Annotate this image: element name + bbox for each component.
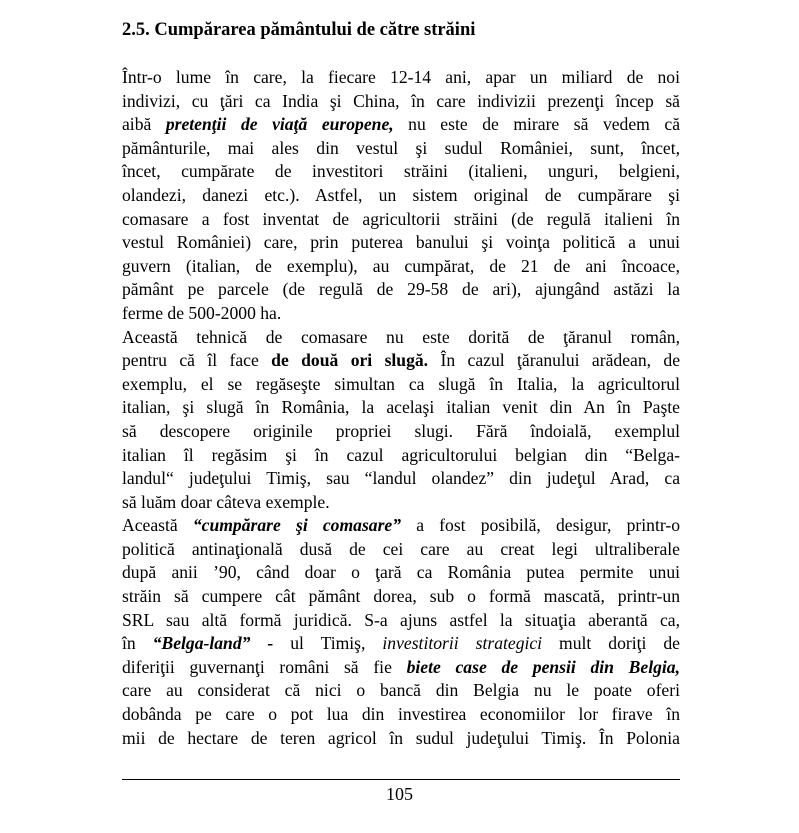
text-segment: “cumpărare şi comasare” (192, 515, 402, 536)
text-line (122, 113, 680, 137)
text-line (122, 396, 680, 420)
page-number: 105 (386, 784, 413, 804)
text-segment: care au considerat că nici o bancă din Belgia nu le poate oferi (122, 680, 680, 701)
text-segment: Această tehnică de comasare nu este dorită de ţăranul român, (122, 326, 680, 347)
text-line (122, 90, 680, 114)
section-heading: 2.5. Cumpărarea pământului de către străini (122, 20, 476, 40)
text-segment: pământ pe parcele (de regulă de 29-58 de ari), ajungând astăzi la (122, 279, 680, 300)
text-segment: În cazul ţăranului arădean, de (428, 350, 680, 371)
text-line (122, 679, 680, 703)
text-line (122, 137, 680, 161)
body-text (122, 66, 680, 750)
text-line (122, 231, 680, 255)
text-segment: străin să cumpere cât pământ dorea, sub o formă mascată, printr-un (122, 586, 680, 607)
text-segment: pretenţii de viaţă europene, (165, 114, 394, 135)
text-segment: diferiţii guvernanţi români să fie (122, 656, 407, 677)
text-line (122, 467, 680, 491)
text-segment: italian, şi slugă în România, la acelaşi italian venit din An în Paşte (122, 397, 680, 418)
text-segment: pentru că îl face (122, 350, 272, 371)
footer-rule (122, 779, 680, 780)
text-line (122, 208, 680, 232)
text-segment: după anii ’90, când doar o ţară ca România putea permite unui (122, 562, 680, 583)
text-segment: să descopere originile propriei slugi. Fără îndoială, exemplul (122, 420, 680, 441)
text-line (122, 656, 680, 680)
text-segment: aibă (122, 114, 166, 135)
text-segment: biete case de pensii din Belgia, (406, 656, 680, 677)
text-line (122, 66, 680, 90)
text-segment: vestul României) care, prin puterea banului şi voinţa politică a unui (122, 232, 680, 253)
text-segment: olandezi, danezi etc.). Astfel, un sistem original de cumpărare şi (122, 184, 680, 205)
text-segment: investitorii strategici (382, 633, 543, 654)
text-segment: de două ori slugă. (271, 350, 429, 371)
text-line (122, 632, 680, 656)
text-segment: exemplu, el se regăseşte simultan ca slugă în Italia, la agricultorul (122, 373, 680, 394)
text-segment: SRL sau altă formă juridică. S-a ajuns astfel la situaţia aberantă ca, (122, 609, 680, 630)
text-segment: dobânda pe care o pot lua din investirea economiilor lor firave în (122, 704, 680, 725)
text-segment: a fost posibilă, desigur, printr-o (401, 515, 681, 536)
text-line (122, 255, 680, 279)
text-line (122, 491, 680, 515)
text-line (122, 585, 680, 609)
text-line (122, 727, 680, 751)
text-segment: încet, cumpărate de investitori străini (italieni, unguri, belgieni, (122, 161, 680, 182)
text-segment: pământurile, mai ales din vestul şi sudul României, sunt, încet, (122, 137, 680, 158)
text-segment: ferme de 500-2000 ha. (122, 302, 282, 323)
text-segment: să luăm doar câteva exemple. (122, 491, 330, 512)
text-line (122, 609, 680, 633)
text-segment: italian îl regăsim şi în cazul agricultorului belgian din “Belga- (122, 444, 680, 465)
text-segment: politică antinaţională dusă de cei care au creat legi ultraliberale (122, 538, 680, 559)
text-segment: mii de hectare de teren agricol în sudul judeţului Timiş. În Polonia (122, 727, 680, 748)
text-line (122, 420, 680, 444)
text-line (122, 561, 680, 585)
text-segment: mult doriţi de (542, 633, 680, 654)
text-segment: guvern (italian, de exemplu), au cumpărat, de 21 de ani încoace, (122, 255, 680, 276)
text-segment: Într-o lume în care, la fiecare 12-14 ani, apar un miliard de noi (122, 67, 680, 87)
text-segment: în (122, 633, 153, 654)
text-line (122, 160, 680, 184)
text-segment: ul Timiş, (273, 633, 383, 654)
text-segment: indivizi, cu ţări ca India şi China, în care indivizii prezenţi încep să (122, 90, 680, 111)
text-line (122, 444, 680, 468)
text-segment: Această (122, 515, 193, 536)
text-line (122, 349, 680, 373)
text-line (122, 278, 680, 302)
text-line (122, 703, 680, 727)
text-line (122, 184, 680, 208)
text-line (122, 373, 680, 397)
text-line (122, 538, 680, 562)
text-segment: comasare a fost inventat de agricultorii străini (de regulă italieni în (122, 208, 680, 229)
text-segment: nu este de mirare să vedem că (393, 114, 681, 135)
text-segment: landul“ judeţului Timiş, sau “landul olandez” din judeţul Arad, ca (122, 468, 680, 489)
text-segment: “Belga-land” - (152, 633, 274, 654)
text-line (122, 302, 680, 326)
text-line (122, 514, 680, 538)
text-line (122, 326, 680, 350)
